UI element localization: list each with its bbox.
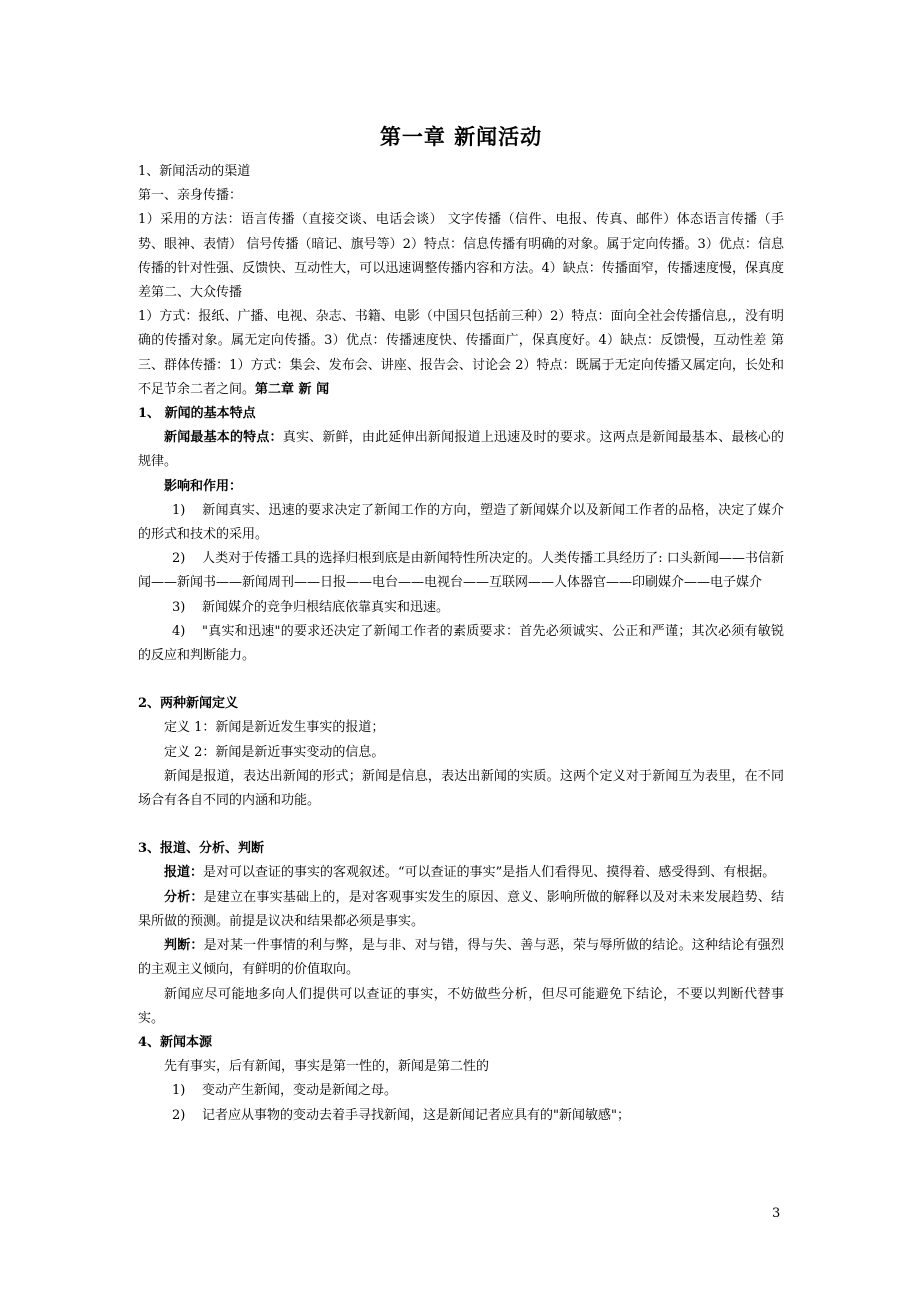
document-body — [138, 160, 784, 1128]
list-number: 1) — [172, 502, 186, 518]
paragraph-text: 是对可以查证的事实的客观叙述。“可以查证的事实”是指人们看得见、摸得着、感受得到、有根据。 — [203, 865, 776, 881]
paragraph: 1）采用的方法：语言传播（直接交谈、电话会谈） 文字传播（信件、电报、传真、邮件）体态语言传播（手势、眼神、表情） 信号传播（暗记、旗号等）2）特点：信息传播有明确的对象。属于定向传播。3）优点：信息传播的针对性强、反馈快、互动性大，可以迅速调整传播内容和方法。4）缺点：传播面窄，传播速度慢，保真度差第二、大众传播 — [138, 212, 784, 301]
paragraph: 定义 2：新闻是新近事实变动的信息。 — [164, 744, 385, 760]
list-text: "真实和迅速"的要求还决定了新闻工作者的素质要求：首先必须诚实、公正和严谨；其次必须有敏锐的反应和判断能力。 — [138, 623, 784, 664]
section-heading: 1、新闻活动的渠道 — [138, 164, 251, 179]
list-item — [138, 1079, 784, 1103]
list-item — [138, 596, 784, 620]
list-text: 新闻真实、迅速的要求决定了新闻工作的方向，塑造了新闻媒介以及新闻工作者的品格，决定了媒介的形式和技术的采用。 — [138, 502, 784, 543]
list-text: 变动产生新闻，变动是新闻之母。 — [202, 1083, 398, 1099]
paragraph-label: 分析： — [164, 889, 204, 905]
paragraph-label: 影响和作用： — [164, 478, 243, 494]
paragraph-label: 报道： — [164, 865, 204, 881]
paragraph — [138, 426, 784, 474]
paragraph: 定义 1：新闻是新近发生事实的报道； — [164, 720, 385, 736]
list-text: 新闻媒介的竞争归根结底依靠真实和迅速。 — [202, 599, 450, 615]
chapter-title: 第一章 新闻活动 — [379, 124, 543, 149]
paragraph: 新闻应尽可能地多向人们提供可以查证的事实，不妨做些分析，但尽可能避免下结论，不要以判断代替事实。 — [138, 986, 784, 1026]
paragraph: 第一、亲身传播： — [138, 188, 243, 204]
list-number: 3) — [172, 599, 186, 615]
paragraph-text: 真实、新鲜，由此延伸出新闻报道上迅速及时的要求。这两点是新闻最基本、最核心的规律。 — [138, 430, 784, 470]
section-heading: 2、两种新闻定义 — [138, 696, 239, 712]
paragraph-text: 1）方式：报纸、广播、电视、杂志、书籍、电影（中国只包括前三种）2）特点：面向全社会传播信息,，没有明确的传播对象。属无定向传播。3）优点：传播速度快、传播面广，保真度好。4）缺点：反馈慢，互动性差 第三、群体传播：1）方式：集会、发布会、讲座、报告会、讨论会 2）特点：既属于无定向传播又属定向，长处和不足节余二者之间。 — [138, 309, 784, 397]
paragraph-label: 判断： — [164, 938, 204, 954]
paragraph — [138, 305, 784, 402]
paragraph: 新闻是报道，表达出新闻的形式；新闻是信息，表达出新闻的实质。这两个定义对于新闻互为表里，在不同场合有各自不同的内涵和功能。 — [138, 768, 784, 809]
list-item — [138, 620, 784, 668]
paragraph — [138, 886, 784, 934]
spacer — [138, 813, 784, 837]
list-item — [138, 499, 784, 547]
list-item — [138, 1104, 784, 1128]
paragraph — [138, 861, 784, 885]
list-text: 记者应从事物的变动去着手寻找新闻，这是新闻记者应具有的"新闻敏感"； — [202, 1107, 630, 1123]
paragraph-text: 是建立在事实基础上的，是对客观事实发生的原因、意义、影响所做的解释以及对未来发展趋势、结果所做的预测。前提是议决和结果都必须是事实。 — [138, 889, 784, 929]
paragraph — [138, 934, 784, 982]
spacer — [138, 668, 784, 692]
paragraph-label: 新闻最基本的特点： — [164, 430, 283, 446]
page-number: 3 — [772, 1206, 781, 1221]
list-number: 1) — [172, 1083, 186, 1099]
list-text: 人类对于传播工具的选择归根到底是由新闻特性所决定的。人类传播工具经历了: 口头新闻——书信新闻——新闻书——新闻周刊——日报——电台——电视台——互联网——人体器官——印刷媒介——电子媒介 — [138, 551, 784, 591]
paragraph: 先有事实，后有新闻，事实是第一性的，新闻是第二性的 — [164, 1059, 490, 1075]
section-heading: 3、报道、分析、判断 — [138, 841, 265, 857]
chapter-two-heading: 第二章 新 闻 — [255, 381, 330, 397]
section-heading: 4、新闻本源 — [138, 1034, 213, 1050]
paragraph-text: 是对某一件事情的利与弊，是与非、对与错，得与失、善与恶，荣与辱所做的结论。这种结论有强烈的主观主义倾向，有鲜明的价值取向。 — [138, 938, 784, 978]
list-number: 2) — [172, 1107, 186, 1123]
list-number: 4) — [172, 623, 186, 639]
list-item — [138, 547, 784, 595]
section-heading: 1、 新闻的基本特点 — [138, 406, 256, 422]
list-number: 2) — [172, 551, 186, 567]
